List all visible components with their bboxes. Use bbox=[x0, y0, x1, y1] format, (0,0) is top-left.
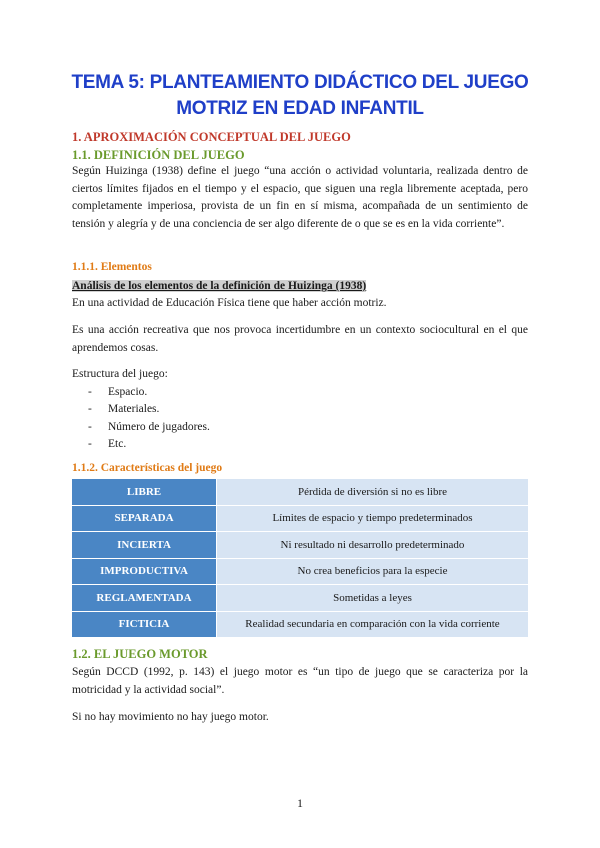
list-item: - Materiales. bbox=[88, 401, 210, 418]
page-title: TEMA 5: PLANTEAMIENTO DIDÁCTICO DEL JUEGO MOTRIZ EN EDAD INFANTIL bbox=[71, 72, 529, 119]
table-row bbox=[72, 479, 528, 505]
table-row bbox=[72, 558, 528, 585]
table-value: Realidad secundaria en comparación con la vida corriente bbox=[217, 611, 529, 638]
motor-game-paragraph-2: Si no hay movimiento no hay juego motor. bbox=[72, 711, 269, 723]
table-key: INCIERTA bbox=[72, 532, 217, 559]
table-value: Ni resultado ni desarrollo predeterminado bbox=[217, 532, 529, 559]
structure-list bbox=[88, 384, 210, 453]
characteristics-heading: 1.1.2. Características del juego bbox=[72, 462, 223, 474]
table-value: Límites de espacio y tiempo predeterminados bbox=[217, 505, 529, 532]
motor-game-paragraph: Según DCCD (1992, p. 143) el juego motor es “un tipo de juego que se caracteriza por la motricidad y la actividad social”. bbox=[72, 666, 528, 696]
table-value: Pérdida de diversión si no es libre bbox=[217, 479, 529, 505]
subsection-heading-motor-game: 1.2. EL JUEGO MOTOR bbox=[72, 647, 208, 661]
table-key: REGLAMENTADA bbox=[72, 585, 217, 612]
characteristics-table bbox=[72, 479, 528, 638]
elements-paragraph-1: En una actividad de Educación Física tiene que haber acción motriz. bbox=[72, 297, 387, 309]
table-row bbox=[72, 532, 528, 559]
page-number: 1 bbox=[297, 796, 303, 810]
table-value: No crea beneficios para la especie bbox=[217, 558, 529, 585]
table-key: IMPRODUCTIVA bbox=[72, 558, 217, 585]
table-row bbox=[72, 585, 528, 612]
table-value: Sometidas a leyes bbox=[217, 585, 529, 612]
subsection-heading-definition: 1.1. DEFINICIÓN DEL JUEGO bbox=[72, 148, 245, 162]
elements-paragraph-2: Es una acción recreativa que nos provoca incertidumbre en un contexto sociocultural en el que aprendemos cosas. bbox=[72, 324, 528, 354]
table-row bbox=[72, 505, 528, 532]
structure-label: Estructura del juego: bbox=[72, 368, 168, 380]
table-key: LIBRE bbox=[72, 479, 217, 505]
section-heading: 1. APROXIMACIÓN CONCEPTUAL DEL JUEGO bbox=[72, 130, 351, 144]
list-item: - Etc. bbox=[88, 436, 210, 453]
table-key: SEPARADA bbox=[72, 505, 217, 532]
elements-heading: 1.1.1. Elementos bbox=[72, 261, 152, 273]
list-item: - Número de jugadores. bbox=[88, 419, 210, 436]
definition-paragraph: Según Huizinga (1938) define el juego “una acción o actividad voluntaria, realizada dentro de ciertos límites fijados en el tiempo y el espacio, que siguen una regla libremente aceptada, pero completamente imperiosa, provista de un fin en sí misma, acompañada de un sentimiento de tensión y alegría y de una conciencia de ser algo diferente de o que se es en la vida corriente”. bbox=[72, 165, 528, 230]
table-row bbox=[72, 611, 528, 638]
analysis-title: Análisis de los elementos de la definición de Huizinga (1938) bbox=[72, 280, 367, 292]
table-key: FICTICIA bbox=[72, 611, 217, 638]
list-item: - Espacio. bbox=[88, 384, 210, 401]
analysis-title-line bbox=[72, 278, 528, 296]
